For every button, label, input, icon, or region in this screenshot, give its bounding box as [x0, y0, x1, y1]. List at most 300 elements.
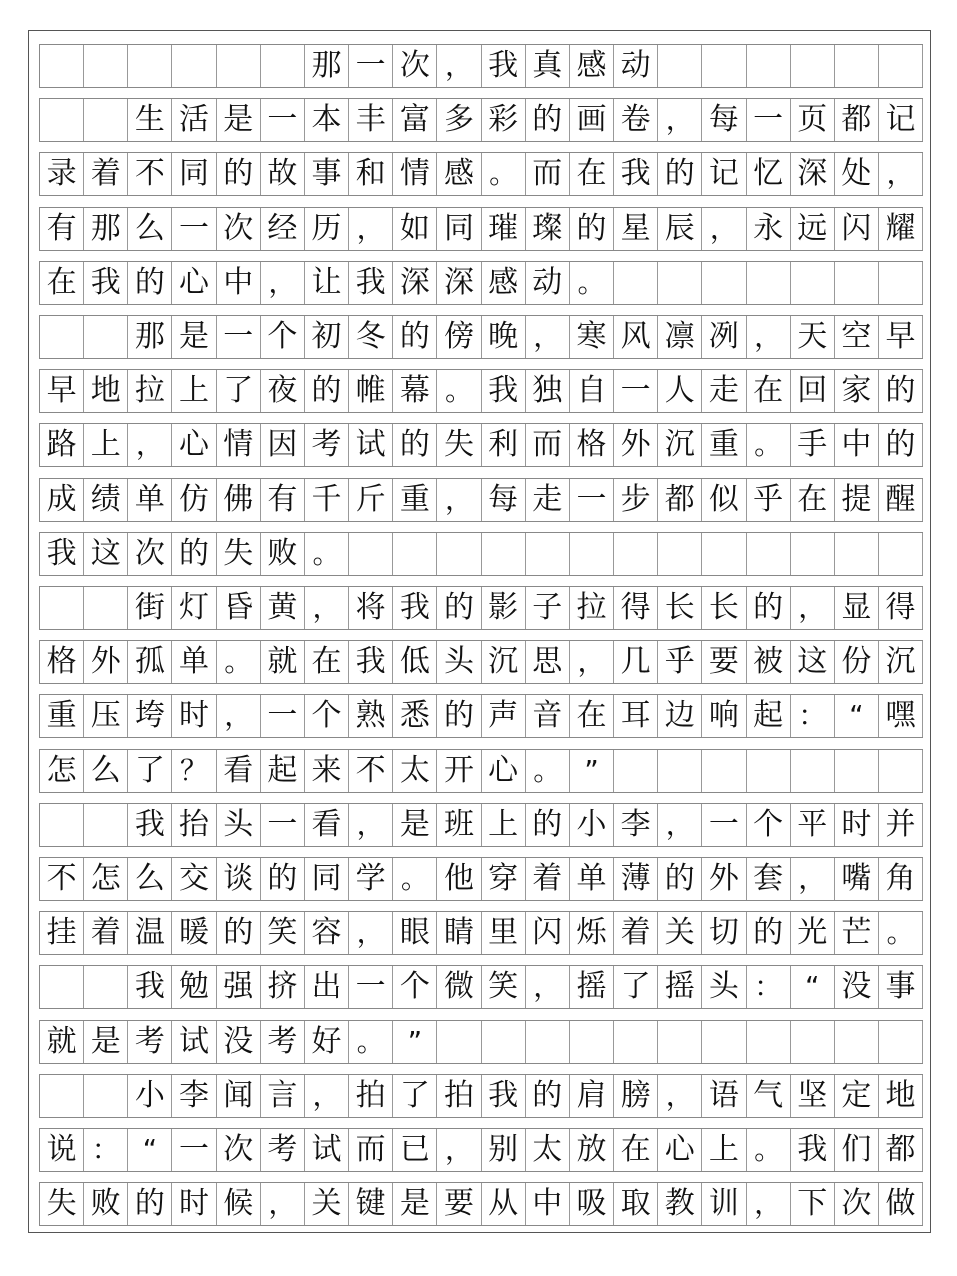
- grid-cell-char: 垮: [128, 695, 172, 737]
- grid-cell-char: 败: [84, 1183, 128, 1225]
- grid-cell-char: 上: [482, 804, 526, 846]
- grid-cell-char: 感: [482, 262, 526, 304]
- grid-cell-char: 我: [128, 966, 172, 1008]
- grid-cell-char: 考: [261, 1021, 305, 1063]
- grid-cell-char: 都: [835, 99, 879, 141]
- grid-cell-empty: [393, 533, 437, 575]
- grid-cell-empty: [879, 262, 923, 304]
- grid-cell-char: 回: [791, 370, 835, 412]
- grid-cell-char: 。: [305, 533, 349, 575]
- grid-cell-char: ，: [570, 641, 614, 683]
- grid-cell-char: ，: [349, 804, 393, 846]
- grid-cell-char: ，: [437, 1129, 481, 1171]
- grid-cell-char: 的: [437, 587, 481, 629]
- grid-cell-char: 沉: [658, 424, 702, 466]
- grid-row: [39, 315, 923, 359]
- grid-cell-char: “: [128, 1129, 172, 1171]
- grid-cell-char: 在: [614, 1129, 658, 1171]
- grid-cell-char: 睛: [437, 912, 481, 954]
- grid-cell-char: 一: [349, 45, 393, 87]
- grid-cell-char: 别: [482, 1129, 526, 1171]
- grid-cell-char: 的: [658, 153, 702, 195]
- grid-cell-char: ”: [393, 1021, 437, 1063]
- grid-cell-char: 了: [393, 1075, 437, 1117]
- grid-cell-char: 的: [570, 208, 614, 250]
- grid-cell-char: 沉: [879, 641, 923, 683]
- grid-cell-char: 起: [261, 750, 305, 792]
- grid-cell-char: 开: [437, 750, 481, 792]
- grid-cell-char: ，: [658, 1075, 702, 1117]
- grid-cell-char: 彩: [482, 99, 526, 141]
- grid-cell-char: ：: [84, 1129, 128, 1171]
- grid-cell-char: 早: [879, 316, 923, 358]
- grid-cell-char: 的: [437, 695, 481, 737]
- grid-cell-char: 历: [305, 208, 349, 250]
- grid-cell-char: 试: [349, 424, 393, 466]
- grid-cell-char: 一: [172, 208, 216, 250]
- grid-cell-empty: [702, 45, 746, 87]
- grid-cell-char: 压: [84, 695, 128, 737]
- grid-cell-empty: [747, 262, 791, 304]
- grid-row: [39, 1182, 923, 1226]
- grid-cell-char: 勉: [172, 966, 216, 1008]
- grid-cell-char: 在: [305, 641, 349, 683]
- grid-cell-empty: [835, 45, 879, 87]
- grid-cell-char: 的: [172, 533, 216, 575]
- grid-cell-char: 情: [217, 424, 261, 466]
- grid-row: [39, 857, 923, 901]
- grid-row: [39, 965, 923, 1009]
- grid-cell-char: 的: [658, 858, 702, 900]
- grid-cell-char: ，: [879, 153, 923, 195]
- grid-row: [39, 1128, 923, 1172]
- grid-cell-char: 单: [128, 479, 172, 521]
- grid-cell-char: 都: [879, 1129, 923, 1171]
- grid-cell-empty: [791, 1021, 835, 1063]
- grid-cell-empty: [791, 533, 835, 575]
- grid-cell-char: 不: [128, 153, 172, 195]
- grid-cell-char: 利: [482, 424, 526, 466]
- grid-cell-char: 李: [172, 1075, 216, 1117]
- grid-cell-char: 的: [128, 262, 172, 304]
- grid-cell-char: 的: [747, 912, 791, 954]
- grid-cell-char: 失: [217, 533, 261, 575]
- grid-cell-char: 心: [658, 1129, 702, 1171]
- grid-cell-empty: [658, 262, 702, 304]
- grid-cell-char: 着: [614, 912, 658, 954]
- grid-cell-char: 富: [393, 99, 437, 141]
- grid-cell-char: 在: [40, 262, 84, 304]
- grid-cell-char: 失: [40, 1183, 84, 1225]
- grid-cell-char: 那: [128, 316, 172, 358]
- grid-cell-char: 在: [791, 479, 835, 521]
- grid-cell-char: 考: [128, 1021, 172, 1063]
- grid-cell-char: 。: [879, 912, 923, 954]
- grid-cell-char: 说: [40, 1129, 84, 1171]
- grid-cell-char: 星: [614, 208, 658, 250]
- grid-cell-empty: [40, 966, 84, 1008]
- grid-cell-char: 绩: [84, 479, 128, 521]
- grid-cell-char: 的: [526, 1075, 570, 1117]
- grid-cell-char: 上: [702, 1129, 746, 1171]
- grid-cell-char: 冬: [349, 316, 393, 358]
- grid-cell-char: 了: [217, 370, 261, 412]
- grid-cell-char: 次: [393, 45, 437, 87]
- grid-cell-char: 么: [128, 208, 172, 250]
- grid-cell-char: 着: [526, 858, 570, 900]
- grid-cell-char: 那: [305, 45, 349, 87]
- grid-cell-char: 画: [570, 99, 614, 141]
- grid-cell-char: 个: [261, 316, 305, 358]
- grid-cell-char: 气: [747, 1075, 791, 1117]
- grid-cell-char: 外: [614, 424, 658, 466]
- grid-cell-empty: [614, 533, 658, 575]
- grid-cell-char: 人: [658, 370, 702, 412]
- grid-cell-char: 璨: [526, 208, 570, 250]
- grid-cell-char: ，: [658, 804, 702, 846]
- grid-cell-char: 坚: [791, 1075, 835, 1117]
- grid-cell-char: ，: [305, 1075, 349, 1117]
- grid-cell-char: 动: [614, 45, 658, 87]
- grid-cell-empty: [570, 533, 614, 575]
- grid-cell-char: 每: [702, 99, 746, 141]
- grid-cell-char: 着: [84, 153, 128, 195]
- grid-cell-char: 手: [791, 424, 835, 466]
- grid-cell-char: 怎: [84, 858, 128, 900]
- grid-cell-char: 已: [393, 1129, 437, 1171]
- grid-cell-char: 取: [614, 1183, 658, 1225]
- grid-cell-char: 处: [835, 153, 879, 195]
- grid-cell-char: 。: [570, 262, 614, 304]
- grid-cell-empty: [437, 533, 481, 575]
- grid-cell-char: 光: [791, 912, 835, 954]
- grid-cell-char: 的: [393, 424, 437, 466]
- grid-cell-char: 孤: [128, 641, 172, 683]
- grid-cell-empty: [747, 1021, 791, 1063]
- grid-cell-char: 乎: [658, 641, 702, 683]
- grid-cell-char: 。: [747, 424, 791, 466]
- grid-cell-char: 看: [305, 804, 349, 846]
- grid-cell-char: 我: [482, 1075, 526, 1117]
- grid-cell-char: 经: [261, 208, 305, 250]
- grid-row: [39, 749, 923, 793]
- grid-cell-char: 事: [879, 966, 923, 1008]
- grid-cell-empty: [40, 804, 84, 846]
- grid-cell-char: 同: [172, 153, 216, 195]
- grid-cell-char: 深: [393, 262, 437, 304]
- grid-cell-char: 子: [526, 587, 570, 629]
- grid-cell-char: 我: [40, 533, 84, 575]
- grid-cell-char: 的: [747, 587, 791, 629]
- grid-cell-char: ？: [172, 750, 216, 792]
- grid-cell-char: 帷: [349, 370, 393, 412]
- grid-row: [39, 98, 923, 142]
- grid-cell-char: 长: [702, 587, 746, 629]
- grid-cell-char: 一: [349, 966, 393, 1008]
- grid-cell-char: 思: [526, 641, 570, 683]
- grid-cell-char: 外: [702, 858, 746, 900]
- grid-cell-char: 小: [570, 804, 614, 846]
- grid-row: [39, 207, 923, 251]
- grid-cell-empty: [835, 262, 879, 304]
- grid-cell-empty: [526, 1021, 570, 1063]
- grid-cell-char: 的: [879, 424, 923, 466]
- grid-cell-char: 李: [614, 804, 658, 846]
- grid-cell-char: ，: [791, 587, 835, 629]
- grid-cell-empty: [128, 45, 172, 87]
- grid-cell-char: 眼: [393, 912, 437, 954]
- grid-cell-empty: [437, 1021, 481, 1063]
- grid-cell-char: 。: [747, 1129, 791, 1171]
- grid-cell-char: 次: [128, 533, 172, 575]
- grid-cell-char: 拉: [128, 370, 172, 412]
- grid-cell-char: “: [835, 695, 879, 737]
- grid-cell-char: 生: [128, 99, 172, 141]
- grid-cell-char: 。: [482, 153, 526, 195]
- grid-cell-char: 街: [128, 587, 172, 629]
- grid-cell-char: 单: [570, 858, 614, 900]
- grid-cell-char: 时: [835, 804, 879, 846]
- grid-cell-char: 强: [217, 966, 261, 1008]
- grid-cell-char: 事: [305, 153, 349, 195]
- grid-row: [39, 640, 923, 684]
- grid-cell-char: 心: [482, 750, 526, 792]
- grid-cell-empty: [658, 750, 702, 792]
- grid-cell-char: 笑: [482, 966, 526, 1008]
- grid-cell-char: 是: [172, 316, 216, 358]
- grid-cell-char: 被: [747, 641, 791, 683]
- grid-cell-char: 头: [702, 966, 746, 1008]
- grid-cell-char: ，: [747, 1183, 791, 1225]
- grid-cell-char: 不: [40, 858, 84, 900]
- grid-cell-empty: [261, 45, 305, 87]
- grid-cell-char: 乎: [747, 479, 791, 521]
- grid-cell-char: 格: [570, 424, 614, 466]
- grid-cell-char: 辰: [658, 208, 702, 250]
- grid-cell-char: 。: [526, 750, 570, 792]
- grid-cell-char: 一: [261, 804, 305, 846]
- grid-cell-char: 忆: [747, 153, 791, 195]
- grid-cell-char: 几: [614, 641, 658, 683]
- grid-cell-char: 好: [305, 1021, 349, 1063]
- grid-cell-char: 成: [40, 479, 84, 521]
- grid-cell-char: 个: [305, 695, 349, 737]
- grid-cell-char: 定: [835, 1075, 879, 1117]
- grid-cell-char: 没: [217, 1021, 261, 1063]
- grid-cell-char: 了: [128, 750, 172, 792]
- grid-cell-char: 吸: [570, 1183, 614, 1225]
- grid-cell-char: 个: [393, 966, 437, 1008]
- grid-cell-char: 薄: [614, 858, 658, 900]
- grid-cell-char: 就: [261, 641, 305, 683]
- grid-cell-char: 我: [393, 587, 437, 629]
- grid-cell-char: 空: [835, 316, 879, 358]
- grid-cell-char: 而: [526, 424, 570, 466]
- grid-cell-char: 的: [305, 370, 349, 412]
- grid-cell-char: 感: [437, 153, 481, 195]
- grid-cell-char: 感: [570, 45, 614, 87]
- grid-cell-char: 重: [40, 695, 84, 737]
- grid-cell-char: 一: [747, 99, 791, 141]
- grid-cell-char: 我: [482, 370, 526, 412]
- grid-cell-char: 试: [172, 1021, 216, 1063]
- grid-cell-char: 微: [437, 966, 481, 1008]
- grid-cell-char: 仿: [172, 479, 216, 521]
- grid-cell-empty: [40, 99, 84, 141]
- grid-cell-char: ”: [570, 750, 614, 792]
- grid-cell-char: 是: [393, 804, 437, 846]
- grid-cell-empty: [791, 45, 835, 87]
- grid-cell-char: 凛: [658, 316, 702, 358]
- grid-cell-char: 嘴: [835, 858, 879, 900]
- grid-cell-char: 的: [526, 99, 570, 141]
- grid-cell-char: 穿: [482, 858, 526, 900]
- grid-cell-char: 上: [172, 370, 216, 412]
- grid-cell-char: 外: [84, 641, 128, 683]
- grid-cell-char: 我: [791, 1129, 835, 1171]
- grid-cell-char: 膀: [614, 1075, 658, 1117]
- grid-cell-char: 独: [526, 370, 570, 412]
- grid-cell-char: 响: [702, 695, 746, 737]
- grid-cell-char: 记: [702, 153, 746, 195]
- grid-cell-char: 没: [835, 966, 879, 1008]
- grid-cell-char: 个: [747, 804, 791, 846]
- grid-cell-empty: [349, 533, 393, 575]
- grid-cell-char: 千: [305, 479, 349, 521]
- grid-cell-char: 寒: [570, 316, 614, 358]
- grid-cell-char: 我: [482, 45, 526, 87]
- grid-cell-char: 因: [261, 424, 305, 466]
- grid-cell-char: 的: [128, 1183, 172, 1225]
- grid-cell-char: 份: [835, 641, 879, 683]
- grid-cell-char: 关: [305, 1183, 349, 1225]
- grid-cell-char: 不: [349, 750, 393, 792]
- grid-cell-char: 冽: [702, 316, 746, 358]
- grid-cell-char: 心: [172, 424, 216, 466]
- grid-cell-char: 重: [702, 424, 746, 466]
- grid-cell-char: 交: [172, 858, 216, 900]
- grid-cell-char: 多: [437, 99, 481, 141]
- grid-cell-char: 么: [84, 750, 128, 792]
- grid-cell-empty: [482, 1021, 526, 1063]
- grid-cell-char: 是: [84, 1021, 128, 1063]
- grid-cell-char: 长: [658, 587, 702, 629]
- grid-cell-char: 一: [172, 1129, 216, 1171]
- grid-cell-empty: [879, 45, 923, 87]
- grid-cell-char: 么: [128, 858, 172, 900]
- grid-row: [39, 1020, 923, 1064]
- grid-cell-char: 拉: [570, 587, 614, 629]
- grid-row: [39, 586, 923, 630]
- grid-cell-char: 边: [658, 695, 702, 737]
- grid-cell-char: 而: [349, 1129, 393, 1171]
- grid-cell-char: 做: [879, 1183, 923, 1225]
- grid-cell-char: 的: [217, 153, 261, 195]
- grid-cell-char: 将: [349, 587, 393, 629]
- grid-cell-char: 傍: [437, 316, 481, 358]
- grid-cell-char: 情: [393, 153, 437, 195]
- grid-cell-char: 败: [261, 533, 305, 575]
- grid-cell-char: 丰: [349, 99, 393, 141]
- grid-cell-char: 有: [261, 479, 305, 521]
- grid-cell-char: 一: [261, 99, 305, 141]
- grid-cell-char: 小: [128, 1075, 172, 1117]
- grid-row: [39, 152, 923, 196]
- grid-cell-char: 摇: [658, 966, 702, 1008]
- grid-cell-char: ，: [305, 587, 349, 629]
- grid-cell-char: 影: [482, 587, 526, 629]
- grid-cell-char: 谈: [217, 858, 261, 900]
- grid-cell-char: 试: [305, 1129, 349, 1171]
- grid-cell-char: 时: [172, 695, 216, 737]
- grid-cell-char: 键: [349, 1183, 393, 1225]
- grid-cell-empty: [570, 1021, 614, 1063]
- title-row: [39, 44, 923, 88]
- grid-cell-char: 深: [791, 153, 835, 195]
- grid-cell-char: 灯: [172, 587, 216, 629]
- grid-cell-empty: [84, 1075, 128, 1117]
- grid-cell-char: ，: [791, 858, 835, 900]
- grid-row: [39, 911, 923, 955]
- grid-cell-char: 在: [570, 153, 614, 195]
- grid-cell-empty: [84, 316, 128, 358]
- grid-cell-empty: [84, 99, 128, 141]
- grid-cell-char: 看: [217, 750, 261, 792]
- grid-cell-char: 我: [84, 262, 128, 304]
- grid-cell-char: 格: [40, 641, 84, 683]
- grid-row: [39, 261, 923, 305]
- grid-cell-char: 中: [217, 262, 261, 304]
- grid-cell-empty: [835, 1021, 879, 1063]
- grid-cell-char: ，: [437, 479, 481, 521]
- grid-cell-char: 走: [702, 370, 746, 412]
- grid-cell-char: ，: [437, 45, 481, 87]
- grid-cell-char: ，: [526, 966, 570, 1008]
- grid-cell-char: ，: [702, 208, 746, 250]
- grid-cell-char: 沉: [482, 641, 526, 683]
- grid-cell-empty: [217, 45, 261, 87]
- grid-cell-char: 头: [437, 641, 481, 683]
- grid-cell-char: 同: [437, 208, 481, 250]
- grid-cell-char: 风: [614, 316, 658, 358]
- grid-cell-empty: [614, 1021, 658, 1063]
- grid-cell-empty: [747, 45, 791, 87]
- grid-cell-char: 放: [570, 1129, 614, 1171]
- grid-cell-char: 考: [305, 424, 349, 466]
- grid-cell-char: 他: [437, 858, 481, 900]
- grid-cell-char: 失: [437, 424, 481, 466]
- grid-cell-char: 显: [835, 587, 879, 629]
- grid-cell-char: 深: [437, 262, 481, 304]
- grid-cell-char: 言: [261, 1075, 305, 1117]
- grid-cell-empty: [84, 45, 128, 87]
- grid-cell-empty: [84, 804, 128, 846]
- grid-cell-char: ，: [128, 424, 172, 466]
- grid-cell-empty: [702, 262, 746, 304]
- grid-cell-empty: [702, 750, 746, 792]
- grid-cell-char: ，: [261, 262, 305, 304]
- grid-cell-char: 了: [614, 966, 658, 1008]
- grid-cell-char: 时: [172, 1183, 216, 1225]
- grid-cell-char: 挂: [40, 912, 84, 954]
- grid-cell-char: 耳: [614, 695, 658, 737]
- grid-cell-char: 要: [702, 641, 746, 683]
- grid-cell-char: 地: [84, 370, 128, 412]
- grid-cell-char: 。: [437, 370, 481, 412]
- grid-cell-char: 平: [791, 804, 835, 846]
- grid-cell-char: 候: [217, 1183, 261, 1225]
- grid-row: [39, 694, 923, 738]
